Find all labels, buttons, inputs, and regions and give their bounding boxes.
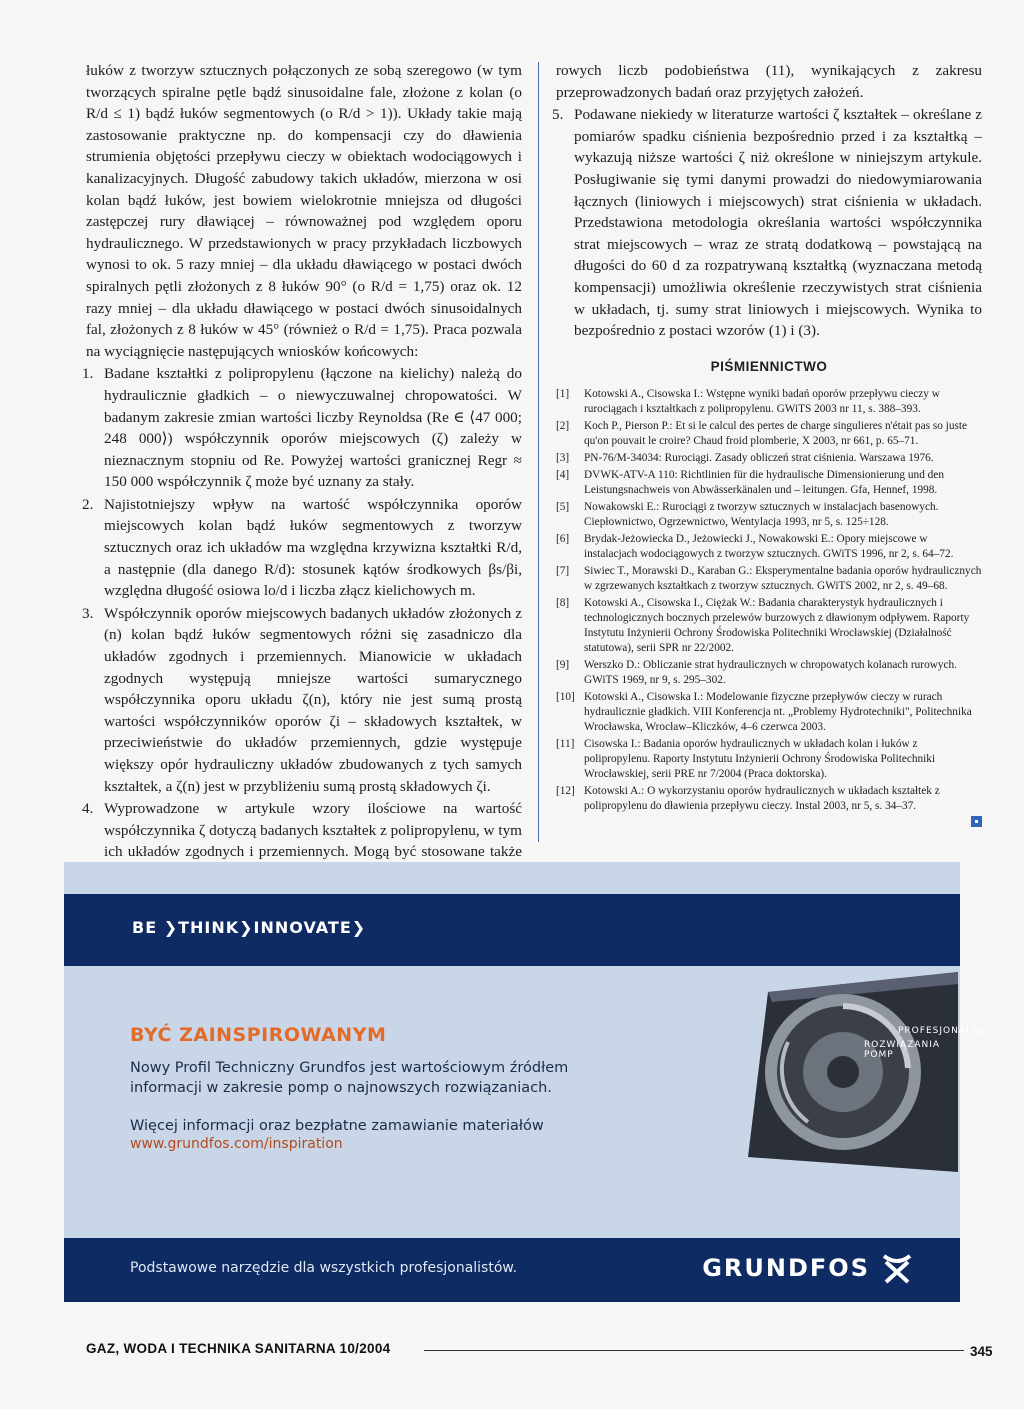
- reference-text: DVWK-ATV-A 110: Richtlinien für die hydraulische Dimensionierung und den Leistungsnachweis von Abwässerkänalen und – leitungen. Gfa, Hennef, 1998.: [584, 469, 944, 497]
- ad-info-text: Więcej informacji oraz bezpłatne zamawianie materiałów: [130, 1118, 544, 1134]
- ad-footer-band: [64, 1238, 960, 1302]
- brochure-title-line1: PROFESJONALNE: [898, 1026, 987, 1036]
- item-number: 5.: [552, 106, 564, 124]
- reference-text: Kotowski A., Cisowska I.: Modelowanie fizyczne przepływów cieczy w rurach hydraulicznie gładkich. VIII Konferencja nt. „Problemy Hydrotechniki", Politechnika Wrocławska, Wrocław–Kliczków, 4–6 czerwca 2003.: [584, 691, 972, 734]
- ad-slogan: BE ❯THINK❯INNOVATE❯: [132, 918, 367, 937]
- references-heading: PIŚMIENNICTWO: [710, 358, 828, 374]
- grundfos-advertisement[interactable]: [64, 862, 987, 1302]
- footer-rule: [424, 1350, 964, 1351]
- column-divider: [538, 62, 539, 842]
- ad-slogan-band: [64, 894, 960, 966]
- item-number: 4.: [82, 800, 94, 818]
- brochure-title-line2: ROZWIĄZANIA POMP: [864, 1040, 941, 1060]
- left-column: [82, 60, 522, 906]
- continued-paragraph: rowych liczb podobieństwa (11), wynikających z zakresu przeprowadzonych badań oraz przyjętych założeń.: [556, 62, 982, 101]
- end-of-article-icon: [971, 816, 982, 827]
- reference-number: [9]: [556, 659, 570, 672]
- reference-number: [7]: [556, 565, 570, 578]
- reference-number: [1]: [556, 388, 570, 401]
- conclusion-item: [82, 363, 522, 493]
- right-column: [552, 60, 982, 830]
- ad-headline: BYĆ ZAINSPIROWANYM: [130, 1024, 387, 1046]
- reference-item: [556, 596, 982, 656]
- reference-text: Siwiec T., Morawski D., Karaban G.: Eksperymentalne badania oporów hydraulicznych w zgrzewanych kształtkach z tworzyw sztucznych. GWiTS 2002, nr 2, s. 49–68.: [584, 565, 982, 593]
- reference-item: [556, 500, 982, 530]
- references-list: [556, 387, 982, 814]
- reference-number: [8]: [556, 597, 570, 610]
- item-number: 3.: [82, 604, 94, 622]
- reference-item: [556, 564, 982, 594]
- item-text: Badane kształtki z polipropylenu (łączone na kielichy) należą do hydraulicznie gładkich – o niewyczuwalnej chropowatości. W badanym zakresie zmian wartości liczby Reynoldsa (Re ∈ ⟨47 000; 248 000⟩) współczynnik oporów miejscowych (ζ) zależy w nieznacznym stopniu od Re. Powyżej wartości granicznej Regr ≈ 150 000 współczynnik ζ może być uznany za stały.: [104, 365, 522, 491]
- reference-item: [556, 784, 982, 814]
- conclusion-item: [82, 603, 522, 797]
- brochure-image: [748, 972, 987, 1172]
- ad-tagline: Podstawowe narzędzie dla wszystkich profesjonalistów.: [130, 1260, 518, 1276]
- reference-item: [556, 419, 982, 449]
- item-text: Podawane niekiedy w literaturze wartości ζ kształtek – określane z pomiarów spadku ciśnienia bezpośrednio przed i za kształtką – wykazują niższe wartości ζ niż określone w niniejszym artykule. Posługiwanie się tymi danymi prowadzi do niedowymiarowania łącznych (liniowych i miejscowych) strat ciśnienia w układach. Przedstawiona metodologia określania wartości współczynnika strat miejscowych – wraz ze stratą dodatkową – powstającą na długości do 60 d za rozpatrywaną kształtką (wyznaczana metodą kompensacji) umożliwia określenie rzeczywistych strat ciśnienia w układach, tj. sumy strat liniowych i miejscowych. Wynika to bezpośrednio z postaci wzorów (1) i (3).: [574, 106, 982, 340]
- reference-item: [556, 690, 982, 735]
- reference-text: Kotowski A., Cisowska I.: Wstępne wyniki badań oporów przepływu cieczy w rurociągach i kształtkach z polipropylenu. GWiTS 2003 nr 11, s. 388–393.: [584, 388, 940, 416]
- grundfos-logo-text: GRUNDFOS: [702, 1254, 870, 1282]
- reference-text: Werszko D.: Obliczanie strat hydraulicznych w chropowatych kolanach rurowych. GWiTS 1969, nr 9, s. 295–302.: [584, 659, 958, 687]
- reference-item: [556, 468, 982, 498]
- conclusion-item: [552, 104, 982, 342]
- reference-item: [556, 387, 982, 417]
- reference-text: Kotowski A.: O wykorzystaniu oporów hydraulicznych w układach kształtek z polipropylenu do dławienia przepływu cieczy. Instal 2003, nr 5, s. 34–37.: [584, 785, 940, 813]
- reference-number: [10]: [556, 691, 575, 704]
- item-number: 2.: [82, 495, 94, 513]
- journal-name: GAZ, WODA I TECHNIKA SANITARNA 10/2004: [86, 1341, 391, 1356]
- reference-text: Cisowska I.: Badania oporów hydraulicznych w układach kolan i łuków z polipropylenu. Raporty Instytutu Inżynierii Ochrony Środowiska Politechniki Wrocławskiej, serii PRE nr 7/2004 (Praca doktorska).: [584, 738, 936, 781]
- ad-url-link[interactable]: www.grundfos.com/inspiration: [130, 1136, 343, 1152]
- brochure-cover-graphic: [748, 972, 958, 1172]
- reference-text: Kotowski A., Cisowska I., Ciężak W.: Badania charakterystyk hydraulicznych i technologicznych bocznych przelewów burzowych z dławionym odpływem. Raporty Instytutu Inżynierii Ochrony Środowiska Politechniki Wrocławskiej (Działalność statutowa), serii SPR nr 22/2002.: [584, 597, 970, 655]
- item-text: Współczynnik oporów miejscowych badanych układów złożonych z (n) kolan bądź łuków segmentowych różni się zasadniczo dla układów zgodnych i przemiennych. Mianowicie w układach zgodnych występują mniejsze wartości sumarycznego współczynnika oporu układu ζ(n), który nie jest sumą prostą wartości współczynników oporów ζi – składowych kształtek, w przeciwieństwie do układów przemiennych, gdzie występuje większy opór hydrauliczny układów zbudowanych z tych samych kształtek, a ζ(n) jest w przybliżeniu sumą prostą składowych ζi.: [104, 604, 522, 795]
- reference-number: [12]: [556, 785, 575, 798]
- reference-number: [4]: [556, 469, 570, 482]
- item-number: 1.: [82, 365, 94, 383]
- intro-paragraph: łuków z tworzyw sztucznych połączonych ze sobą szeregowo (w tym tworzących spiralne pętle bądź sinusoidalne fale, złożone z kolan (o R/d ≤ 1) bądź łuków segmentowych (o R/d > 1)). Układy takie mają zastosowanie praktyczne np. do kompensacji czy do dławienia strumienia objętości przepływu cieczy w obiektach wodociągowych i kanalizacyjnych. Długość zabudowy takich układów, mierzona w osi kolan bądź łuków, jest bowiem wielokrotnie mniejsza od długości zastępczej rury dławiącej – równoważnej pod względem oporu hydraulicznego. W przedstawionych w pracy przykładach liczbowych wynosi to ok. 5 razy mniej – dla układu dławiącego w postaci dwóch spiralnych pętli złożonych z 8 łuków 90° (o R/d = 1,75) oraz ok. 12 razy mniej – dla układu dławiącego w postaci dwóch sinusoidalnych fal, złożonych z 8 łuków w 45° (również o R/d = 1,75). Praca pozwala na wyciągnięcie następujących wniosków końcowych:: [86, 62, 522, 360]
- reference-item: [556, 737, 982, 782]
- reference-number: [6]: [556, 533, 570, 546]
- reference-number: [5]: [556, 501, 570, 514]
- reference-item: [556, 658, 982, 688]
- end-mark-row: [556, 816, 982, 830]
- reference-number: [11]: [556, 738, 575, 751]
- ad-body-text: Nowy Profil Techniczny Grundfos jest wartościowym źródłem informacji w zakresie pomp o najnowszych rozwiązaniach.: [130, 1060, 569, 1096]
- item-text: Wyprowadzone w artykule wzory ilościowe na wartość współczynnika ζ dotyczą badanych kształtek z polipropylenu, w tym ich układów zgodnych i przemiennych. Mogą być stosowane także: [104, 800, 522, 861]
- reference-text: Nowakowski E.: Rurociągi z tworzyw sztucznych w instalacjach basenowych. Ciepłownictwo, Ogrzewnictwo, Wentylacja 1993, nr 5, s. 125÷128.: [584, 501, 939, 529]
- reference-item: [556, 532, 982, 562]
- reference-text: PN-76/M-34034: Rurociągi. Zasady obliczeń strat ciśnienia. Warszawa 1976.: [584, 452, 934, 465]
- item-text: Najistotniejszy wpływ na wartość współczynnika oporów miejscowych kolan bądź łuków segmentowych z tworzyw sztucznych oraz ich układów ma względna krzywizna kształtki R/d, a następnie (dla danego R/d): stosunek kątów środkowych βs/βi, względna długość osiowa lo/d i liczba złącz kielichowych m.: [104, 495, 522, 600]
- reference-item: [556, 451, 982, 466]
- reference-text: Brydak-Jeżowiecka D., Jeżowiecki J., Nowakowski E.: Opory miejscowe w instalacjach wodociągowych z tworzyw sztucznych. GWiTS 1996, nr 2, s. 64–72.: [584, 533, 954, 561]
- page-number: 345: [970, 1344, 993, 1359]
- grundfos-logo-icon: [878, 1248, 916, 1286]
- reference-number: [2]: [556, 420, 570, 433]
- conclusion-item: [82, 494, 522, 602]
- reference-text: Koch P., Pierson P.: Et si le calcul des pertes de charge singulieres n'était pas so juste qu'on pouvait le croire? Chaud froid plomberie, X 2003, nr 661, p. 65–71.: [584, 420, 968, 448]
- reference-number: [3]: [556, 452, 570, 465]
